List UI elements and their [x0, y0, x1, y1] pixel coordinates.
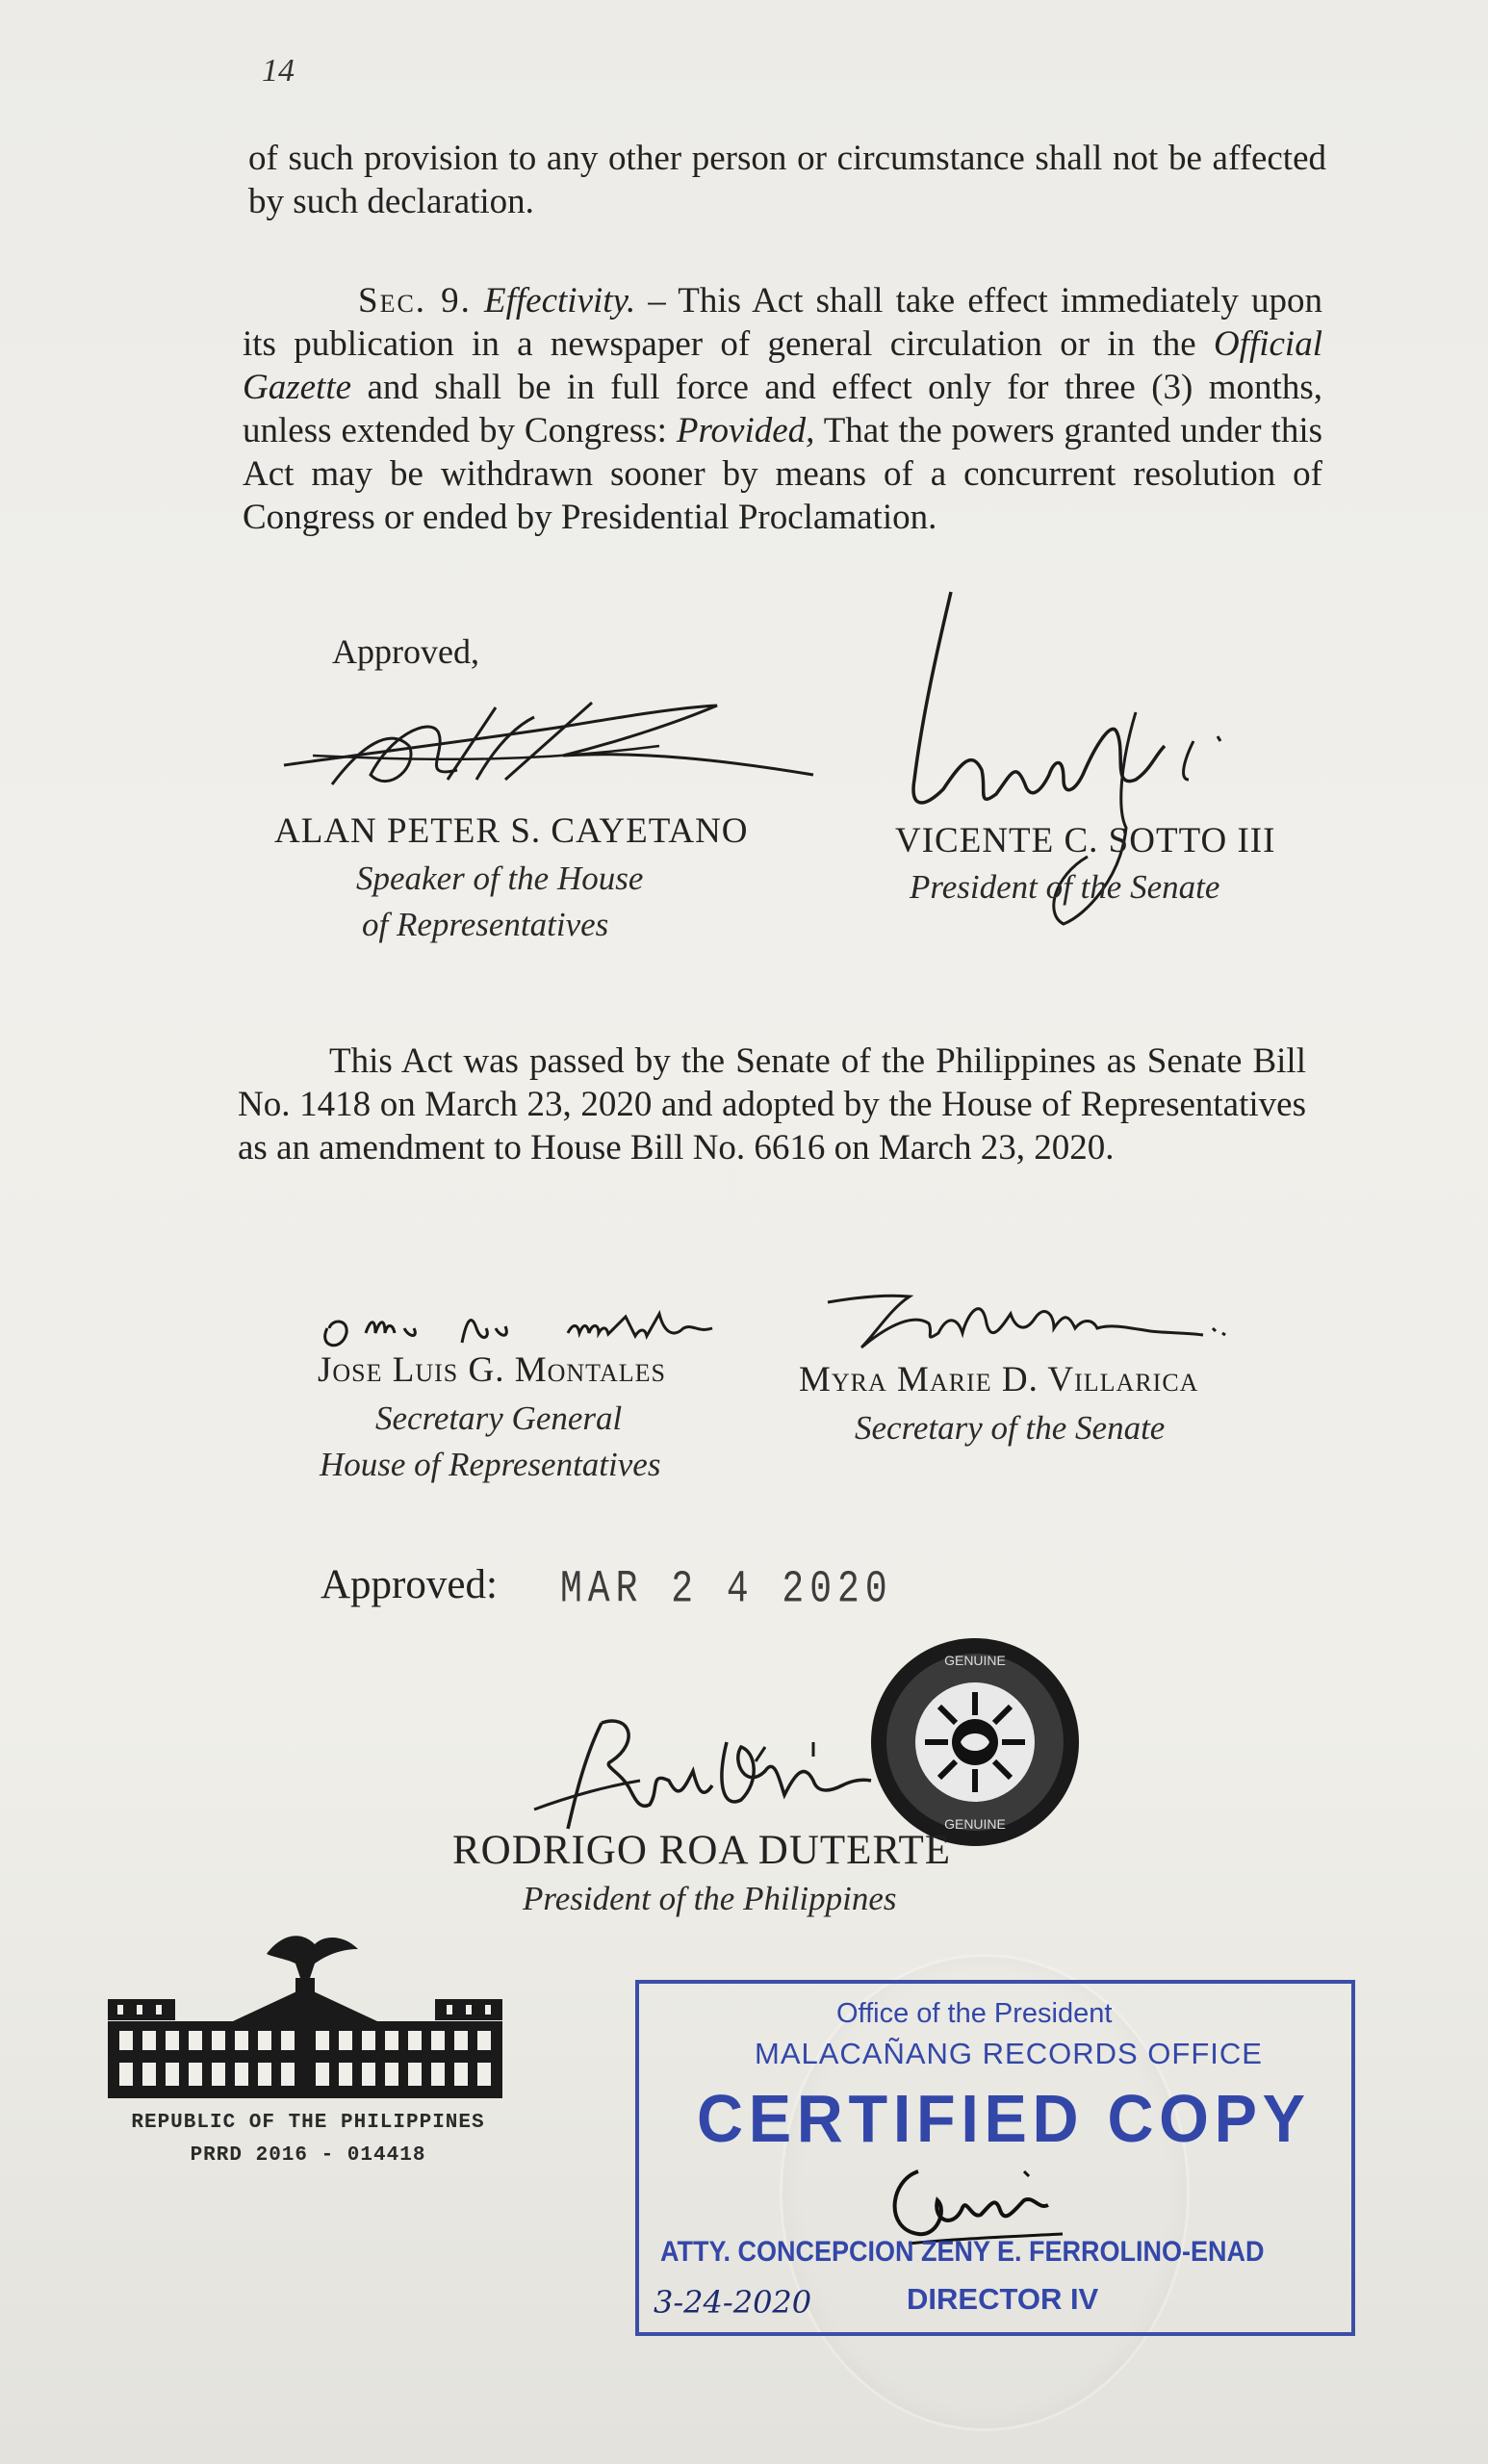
section-heading: Effectivity.: [484, 281, 636, 321]
senate-secretary-title: Secretary of the Senate: [855, 1409, 1166, 1447]
security-seal-icon: [869, 1636, 1081, 1848]
approved-label: Approved,: [332, 632, 479, 671]
section-label: Sec. 9.: [358, 281, 472, 321]
president-name: RODRIGO ROA DUTERTE: [452, 1828, 952, 1873]
section-text-a: – This Act shall take effect immediately upon its publication in a newspaper of general circulation or in the: [243, 281, 1322, 364]
palace-caption-line1: REPUBLIC OF THE PHILIPPINES: [131, 2112, 485, 2134]
secgen-title-line2: House of Representatives: [320, 1446, 661, 1483]
stamp-position: DIRECTOR IV: [907, 2282, 1099, 2316]
palace-caption: [106, 2107, 510, 2172]
senate-secretary-name: Myra Marie D. Villarica: [799, 1360, 1199, 1399]
stamp-records-office: MALACAÑANG RECORDS OFFICE: [755, 2037, 1263, 2070]
speaker-signature: [274, 688, 833, 813]
senate-president-title: President of the Senate: [910, 868, 1220, 906]
secgen-name: Jose Luis G. Montales: [318, 1350, 666, 1390]
intro-paragraph: of such provision to any other person or circumstance shall not be affected by such declaration.: [248, 139, 1326, 221]
approval-date-stamp: MAR 2 4 2020: [560, 1563, 893, 1616]
section-text-b: and shall be in full force and effect only for three (3) months, unless extended by Congress:: [243, 368, 1322, 450]
passage-paragraph: This Act was passed by the Senate of the Philippines as Senate Bill No. 1418 on March 23, 2020 and adopted by the House of Representatives as an amendment to House Bill No. 6616 on March 23, 2020.: [238, 1041, 1306, 1168]
secgen-signature: [318, 1299, 760, 1357]
final-approved-label: Approved:: [321, 1562, 498, 1607]
stamp-certifier: ATTY. CONCEPCION ZENY E. FERROLINO-ENAD: [660, 2236, 1265, 2268]
page-number: 14: [262, 53, 295, 89]
president-title: President of the Philippines: [523, 1880, 897, 1917]
senate-secretary-signature: [823, 1275, 1246, 1362]
provided-text: Provided,: [676, 411, 815, 450]
stamp-heading: CERTIFIED COPY: [697, 2081, 1311, 2156]
seal-text-bottom: GENUINE: [944, 1816, 1006, 1832]
palace-caption-line2: PRRD 2016 - 014418: [190, 2144, 426, 2167]
senate-president-name: VICENTE C. SOTTO III: [895, 821, 1276, 860]
president-signature: [525, 1704, 890, 1838]
speaker-name: ALAN PETER S. CAYETANO: [274, 811, 749, 851]
section-9-paragraph: [243, 279, 1322, 539]
speaker-title-line2: of Representatives: [362, 906, 609, 943]
stamp-office: Office of the President: [836, 1998, 1113, 2029]
secgen-title-line1: Secretary General: [375, 1399, 623, 1437]
certified-copy-stamp: [635, 1980, 1355, 2336]
malacanang-palace-icon: [108, 1930, 502, 2098]
official-gazette-text: Official Gazette: [243, 324, 1322, 407]
section-text-c: That the powers granted under this Act may be withdrawn sooner by means of a concurrent resolution of Congress or ended by Presidential Proclamation.: [243, 411, 1323, 537]
stamp-handwritten-date: 3-24-2020: [654, 2284, 812, 2321]
seal-text-top: GENUINE: [944, 1653, 1006, 1668]
speaker-title-line1: Speaker of the House: [356, 860, 644, 897]
